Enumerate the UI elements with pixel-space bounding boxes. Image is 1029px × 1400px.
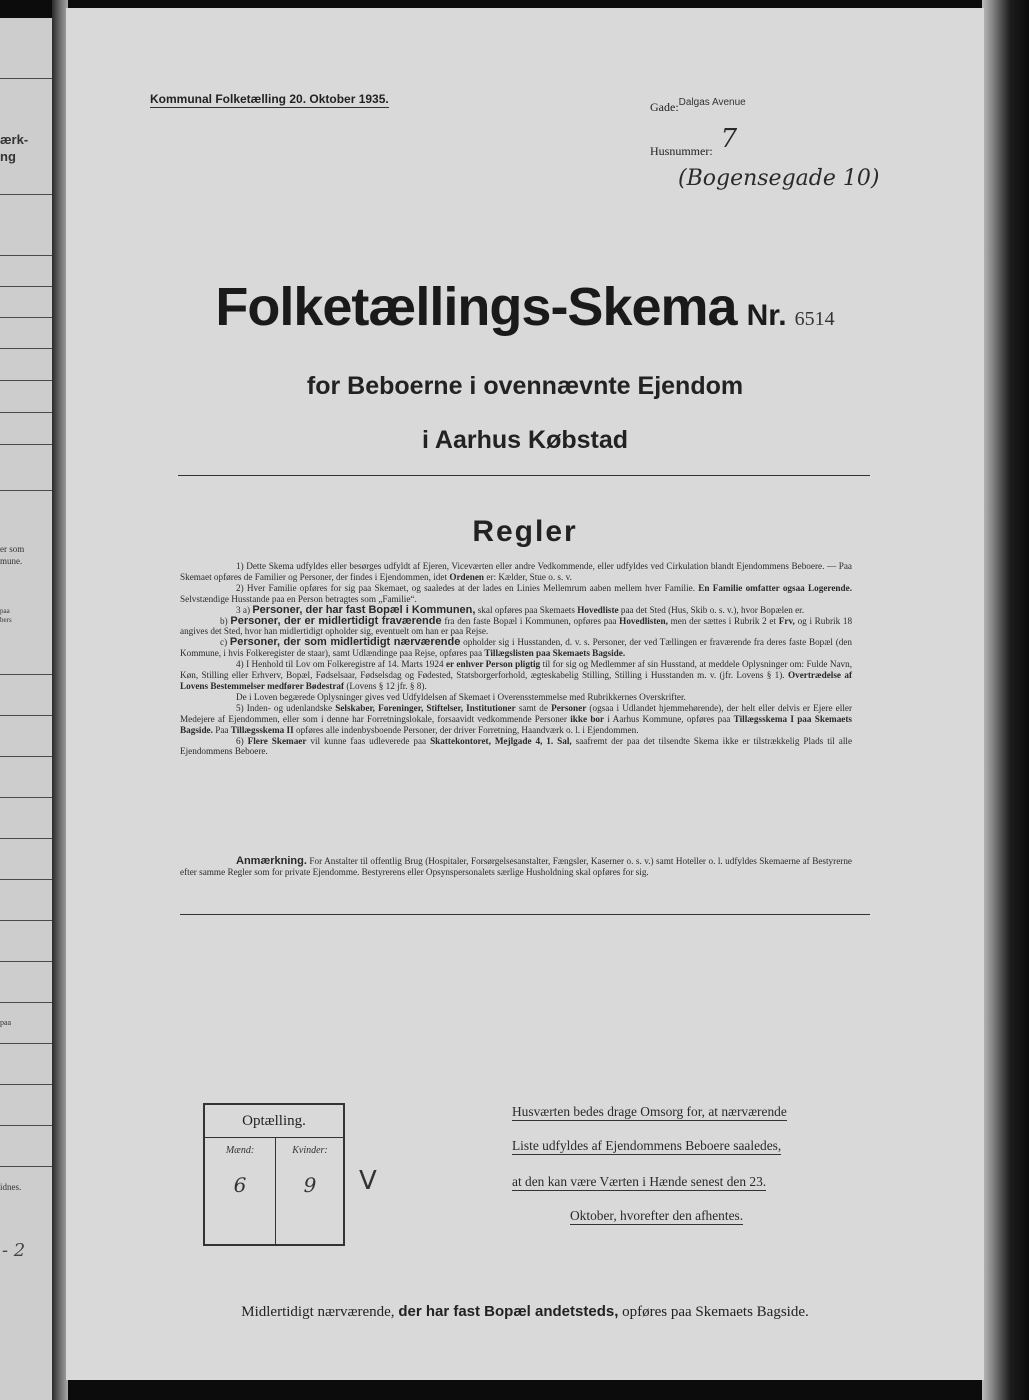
left-page-rule xyxy=(0,194,52,195)
footer-note: Midlertidigt nærværende, der har fast Bopæl andetsteds, opføres paa Skemaets Bagside. xyxy=(241,1303,809,1320)
rule-1: 1) Dette Skema udfyldes eller besørges udfyldt af Ejeren, Viceværten eller andre Vedkommende, eller udfyldes ved Cirkulation blandt Ejendommens Beboere. — Paa Skemaet opføres de Familier og Personer, der findes i Ejendommen, idet Ordenen er: Kælder, Stue o. s. v. xyxy=(180,561,852,582)
rule-5: 5) Inden- og udenlandske Selskaber, Foreninger, Stiftelser, Institutioner samt de Personer (ogsaa i Udlandet hjemmehørende), der helt eller delvis er Ejere eller Medejere af Ejendommen, eller som i denne har Forretningslokale, forsaavidt vedkommende Personer ikke bor i Aarhus Kommune, opføres paa Tillægsskema I paa Skemaets Bagside. Paa Tillægsskema II opføres alle indenbysboende Personer, der driver Forretning, Haandværk o. l. i Ejendommen. xyxy=(180,702,853,735)
left-facing-page xyxy=(0,18,52,1400)
left-page-rule xyxy=(0,255,52,256)
book-page-edge xyxy=(982,0,1029,1400)
left-page-text: mune. xyxy=(0,556,23,566)
notice-line: at den kan være Værten i Hænde senest den 23. xyxy=(512,1174,767,1189)
census-header: Kommunal Folketælling 20. Oktober 1935. xyxy=(150,92,389,106)
left-page-rule xyxy=(0,1002,52,1003)
divider xyxy=(180,914,870,915)
left-page-rule xyxy=(0,286,52,287)
women-count: 9 xyxy=(303,1173,317,1197)
left-page-rule xyxy=(0,1084,52,1085)
left-page-text: paa xyxy=(0,607,10,615)
form-number-label: Nr. xyxy=(746,299,787,332)
left-page-rule xyxy=(0,879,52,880)
rule-6: 6) Flere Skemaer vil kunne faas udleverede paa Skattekontoret, Mejlgade 4, 1. Sal, saafremt der paa det tilsendte Skema ikke er tilstrækkelig Plads til alle Ejendommens Beboere. xyxy=(180,735,853,757)
left-page-rule xyxy=(0,380,52,381)
form-number-value: 6514 xyxy=(794,308,835,330)
left-page-rule xyxy=(0,674,52,675)
street-field xyxy=(650,98,746,116)
left-page-handwriting: - 2 xyxy=(2,1240,26,1261)
rule-3b: b) Personer, der er midlertidigt fraværende fra den faste Bopæl i Kommunen, opføres paa Hovedlisten, men der sættes i Rubrik 2 et Frv, og i Rubrik 18 angives det Sted, hvor han midlertidigt opholder sig, eventuelt om han er paa Rejse. xyxy=(180,614,853,637)
rule-4: 4) I Henhold til Lov om Folkeregistre af 14. Marts 1924 er enhver Person pligtig til for sig og Medlemmer af sin Husstand, at meddele Oplysninger om: Fulde Navn, Køn, Stilling eller Erhverv, Bopæl, Fødselsaar, Fødselsdag og Fødested, Statsborgerforhold, ægteskabelig Stilling, Stilling i Husstanden m. v. (jfr. Lovens § 1). Overtrædelse af Lovens Bestemmelser medfører Bødestraf (Lovens § 12 jfr. § 8). xyxy=(180,659,853,691)
rules-text xyxy=(180,561,852,757)
remark xyxy=(180,856,852,878)
census-form-page xyxy=(66,8,984,1380)
left-page-text: paa xyxy=(0,1018,12,1027)
left-page-rule xyxy=(0,78,52,79)
left-page-rule xyxy=(0,348,52,349)
left-page-rule xyxy=(0,490,52,491)
rule-4-note: De i Loven begærede Oplysninger gives ved Udfyldelsen af Skemaet i Overensstemmelse med Rubrikkernes Overskrifter. xyxy=(236,691,686,702)
house-number-value: 7 xyxy=(720,124,738,154)
form-location: i Aarhus Købstad xyxy=(421,426,629,454)
form-title-main: Folketællings-Skema xyxy=(215,277,737,337)
left-page-text: er som xyxy=(0,544,25,554)
left-page-rule xyxy=(0,920,52,921)
form-subtitle: for Beboerne i ovennævnte Ejendom xyxy=(306,372,744,400)
count-title: Optælling. xyxy=(205,1105,343,1138)
left-page-rule xyxy=(0,756,52,757)
left-page-rule xyxy=(0,1166,52,1167)
left-page-rule xyxy=(0,1125,52,1126)
form-title xyxy=(66,276,984,338)
house-number-label: Husnummer: xyxy=(650,144,713,158)
notice-line: Liste udfyldes af Ejendommens Beboere saaledes, xyxy=(512,1138,782,1153)
street-value: Dalgas Avenue xyxy=(678,97,746,108)
men-label: Mænd: xyxy=(225,1145,255,1156)
rule-3a: 3 a) Personer, der har fast Bopæl i Kommunen, skal opføres paa Skemaets Hovedliste paa det Sted (Hus, Skib o. s. v.), hvor Bopælen er. xyxy=(236,603,805,616)
left-page-rule xyxy=(0,412,52,413)
men-count: 6 xyxy=(233,1173,247,1197)
rule-3c: c) Personer, der som midlertidigt nærværende opholder sig i Husstanden, d. v. s. Personer, der ved Tællingen er fraværende fra deres faste Bopæl (den Kommune, i hvis Folkeregister de staar), samt Udlændinge paa Rejse, opføres paa Tillægslisten paa Skemaets Bagside. xyxy=(180,636,853,659)
left-page-rule xyxy=(0,317,52,318)
divider xyxy=(178,475,870,476)
check-mark: V xyxy=(359,1166,377,1196)
men-column xyxy=(205,1137,276,1244)
left-page-rule xyxy=(0,444,52,445)
left-page-rule xyxy=(0,961,52,962)
left-page-rule xyxy=(0,1043,52,1044)
left-page-text: idnes. xyxy=(0,1182,22,1192)
left-page-text: bers xyxy=(0,616,12,624)
house-number-field xyxy=(650,124,738,162)
left-page-rule xyxy=(0,838,52,839)
left-page-rule xyxy=(0,797,52,798)
rule-2: 2) Hver Familie opføres for sig paa Skemaet, og saaledes at der lades en Linies Mellemrum aaben mellem hver Familie. En Familie omfatter ogsaa Logerende. Selvstændige Husstande paa en Person betragtes som „Familie“. xyxy=(180,582,852,604)
rules-heading: Regler xyxy=(472,515,578,548)
handwritten-old-address: (Bogensegade 10) xyxy=(678,166,880,191)
left-page-text: ærk- xyxy=(0,132,29,147)
women-label: Kvinder: xyxy=(292,1145,328,1156)
count-box xyxy=(203,1103,345,1246)
remark-label: Anmærkning. xyxy=(236,855,307,867)
women-column xyxy=(275,1137,345,1244)
street-label: Gade: xyxy=(650,100,679,114)
remark-text: For Anstalter til offentlig Brug (Hospitaler, Forsørgelsesanstalter, Fængsler, Kaserner o. s. v.) samt Hoteller o. l. udfyldes Skemaerne af Bestyrerne efter samme Regler som for private Ejendomme. Bestyrerens eller Opsynspersonalets særlige Husholdning skal opføres for sig. xyxy=(180,856,852,877)
left-page-rule xyxy=(0,715,52,716)
notice-line: Oktober, hvorefter den afhentes. xyxy=(570,1208,744,1223)
left-page-text: ng xyxy=(0,149,16,164)
notice-line: Husværten bedes drage Omsorg for, at nærværende xyxy=(512,1104,787,1119)
